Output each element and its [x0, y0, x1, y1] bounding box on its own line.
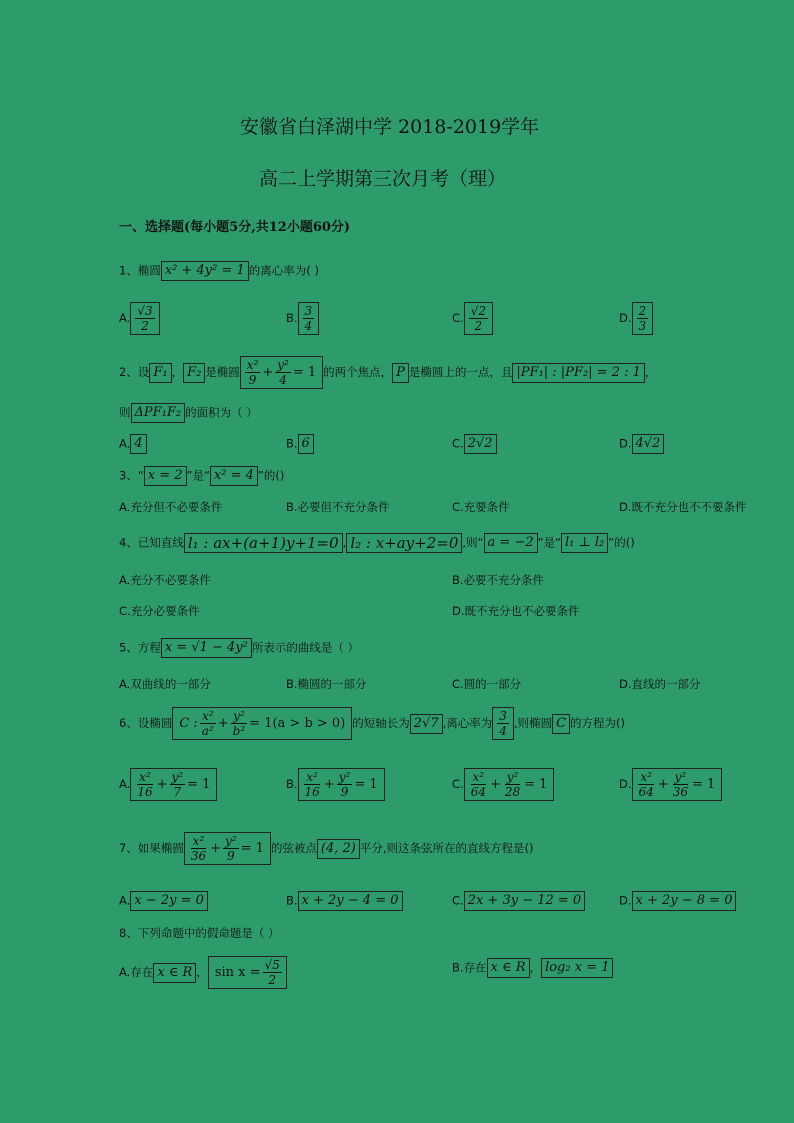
option-label: D.: [619, 677, 632, 691]
q1-prefix: 1、椭圆: [119, 263, 161, 278]
question-3-stem: [119, 466, 284, 486]
option-value: 2x + 3y − 12 = 0: [464, 891, 586, 911]
option-label: B.: [286, 436, 298, 451]
q8-b-eq: log₂ x = 1: [541, 958, 613, 978]
option-value: x − 2y = 0: [130, 891, 208, 911]
exam-title-line2: 高二上学期第三次月考（理）: [259, 168, 507, 190]
rhs: = 1: [691, 777, 716, 792]
question-4-stem: [119, 533, 635, 553]
frac-den: 28: [504, 785, 521, 799]
frac-den: 4: [499, 724, 507, 738]
q6-option-b: B. $\frac{\text{x²}}{16}$ + $\frac{\text{y²}}{9}$ = 1: [286, 768, 385, 801]
q6-ellipse: C : $\frac{\text{x²}}{\text{a²}}$ + $\frac{\text{y²}}{\text{b²}}$ = 1(a > b > 0): [172, 707, 352, 740]
q4-cond: a = −2: [484, 533, 538, 553]
option-label: A.: [119, 573, 131, 587]
frac-num: x²: [640, 770, 652, 784]
frac-num: y²: [674, 770, 687, 784]
q7-option-c: [452, 891, 585, 911]
option-text: 充分但不必要条件: [130, 500, 223, 514]
option-label: C.: [119, 604, 131, 618]
frac-den: 9: [248, 373, 257, 387]
q3-option-a: [119, 499, 222, 515]
option-label: B.: [286, 311, 298, 325]
frac-num: √3: [137, 304, 153, 318]
frac-den: 7: [173, 785, 182, 799]
q2-option-c: [452, 434, 497, 454]
q4-perp: l₁ ⊥ l₂: [561, 533, 608, 553]
frac-den: 4: [304, 319, 313, 333]
frac-num: y²: [225, 834, 237, 848]
q6-mid3: ,则椭圆: [513, 716, 553, 730]
q8-a-lhs: sin x =: [214, 965, 261, 980]
q8-a-formula: [208, 956, 287, 989]
q1-suffix: 的离心率为( ): [248, 263, 319, 278]
frac-num: y²: [277, 358, 289, 372]
q6-prefix: 6、设椭圆: [119, 716, 173, 730]
option-label: A.: [119, 500, 131, 514]
q3-option-c: [452, 499, 510, 515]
q4-line-l2: l₂ : x+ay+2=0: [346, 533, 462, 553]
option-text: 充分必要条件: [130, 604, 200, 618]
question-5-stem: [119, 638, 359, 658]
frac-den: 2: [474, 319, 483, 333]
q2-prefix: 2、设: [119, 365, 150, 379]
option-label: C.: [452, 677, 464, 691]
q2-option-a: [119, 434, 147, 454]
frac-num: √5: [264, 958, 280, 972]
q2-option-d: [619, 434, 664, 454]
frac-den: b²: [232, 724, 246, 738]
q3-option-b: [286, 499, 390, 515]
q4-line-l1: l₁ : ax+(a+1)y+1=0: [184, 533, 343, 553]
q2-end: ，: [644, 365, 657, 379]
q2-triangle: ΔPF₁F₂: [131, 403, 186, 423]
option-label: B.存在: [452, 960, 487, 975]
frac-den: 16: [304, 785, 320, 799]
frac-den: 2: [141, 319, 149, 333]
q1-option-b: [286, 302, 319, 335]
frac-num: x²: [246, 358, 259, 372]
q2-option-b: [286, 434, 314, 454]
option-label: A.: [119, 893, 131, 908]
rhs: = 1: [524, 777, 548, 792]
q1-formula: x² + 4y² = 1: [161, 261, 249, 281]
frac-den: a²: [201, 724, 214, 738]
q7-prefix: 7、如果椭圆: [119, 841, 184, 855]
q3-mid: ”是“: [186, 468, 210, 483]
q6-mid2: ,离心率为: [442, 716, 493, 730]
q7-mid: 的弦被点: [270, 841, 317, 855]
option-text: 椭圆的一部分: [297, 677, 367, 691]
option-value: 4: [130, 434, 146, 454]
option-label: B.: [452, 573, 464, 587]
option-label: D.: [619, 311, 632, 325]
q7-option-a: [119, 891, 208, 911]
q8-b-comma: ，: [529, 960, 542, 975]
q2-comma: ，: [171, 365, 184, 379]
section-heading: 一、选择题(每小题5分,共12小题60分): [119, 220, 351, 235]
option-label: D.: [619, 893, 632, 908]
option-value: 4√2: [632, 434, 665, 454]
q4-option-c: [119, 603, 200, 619]
q8-a-comma: ，: [196, 965, 208, 979]
option-value: x + 2y − 4 = 0: [298, 891, 403, 911]
q6-c: C :: [179, 715, 198, 731]
q6-eccentricity: [492, 707, 514, 740]
q2-point-p: P: [392, 363, 409, 383]
option-value: 6: [298, 434, 314, 454]
q5-option-c: [452, 676, 521, 692]
q7-suffix: 平分,则这条弦所在的直线方程是(): [359, 841, 534, 855]
option-label: B.: [286, 500, 298, 514]
frac-den: 64: [638, 785, 654, 799]
q7-rhs: = 1: [240, 840, 264, 856]
q4-prefix: 4、已知直线: [119, 535, 184, 550]
q5-formula: x = √1 − 4y²: [161, 638, 252, 658]
q4-suffix: ”的(): [608, 535, 635, 550]
q5-option-d: [619, 676, 701, 692]
q2-f1: F₁: [149, 363, 171, 383]
option-value: x + 2y − 8 = 0: [632, 891, 737, 911]
q6-rhs: = 1(a > b > 0): [249, 715, 346, 731]
question-6-stem: [119, 707, 625, 740]
frac-num: x²: [192, 834, 205, 848]
q1-option-c: [452, 302, 493, 335]
option-label: C.: [452, 893, 464, 908]
option-text: 圆的一部分: [463, 677, 522, 691]
option-label: B.: [286, 677, 298, 691]
option-label: C.: [452, 777, 464, 791]
option-label: A.存在: [119, 965, 154, 979]
q7-option-d: [619, 891, 736, 911]
option-value: 2√2: [464, 434, 497, 454]
q5-option-b: [286, 676, 367, 692]
q6-option-a: A. $\frac{\text{x²}}{16}$ + $\frac{\text{y²}}{7}$ = 1: [119, 768, 217, 801]
option-label: D.: [452, 604, 465, 618]
q2-mid1: 是椭圆: [205, 365, 240, 379]
option-text: 双曲线的一部分: [130, 677, 211, 691]
frac-num: √2: [470, 304, 486, 318]
q2-ratio: |PF₁| : |PF₂| = 2 : 1: [512, 363, 644, 383]
question-2-line2: [119, 403, 258, 423]
q8-option-a: [119, 956, 287, 989]
q7-option-b: [286, 891, 403, 911]
option-label: B.: [286, 893, 298, 908]
frac-num: y²: [233, 709, 245, 723]
q7-point: (4, 2): [317, 839, 360, 859]
option-label: C.: [452, 436, 464, 451]
q6-cname: C: [552, 714, 570, 734]
q6-mid1: 的短轴长为: [352, 716, 410, 730]
q4-mid1: ,则“: [462, 535, 484, 550]
option-text: 充分不必要条件: [130, 573, 211, 587]
frac-num: y²: [338, 770, 351, 784]
q3-cond-b: x² = 4: [210, 466, 258, 486]
q4-option-b: [452, 572, 544, 588]
q8-option-b: [452, 958, 613, 978]
q3-prefix: 3、“: [119, 468, 144, 483]
option-label: A.: [119, 677, 131, 691]
question-7-stem: [119, 832, 534, 865]
q5-prefix: 5、方程: [119, 640, 161, 655]
q5-suffix: 所表示的曲线是（ ）: [251, 640, 360, 655]
frac-num: y²: [171, 770, 184, 784]
option-text: 既不充分也不不要条件: [631, 500, 747, 514]
frac-den: 3: [638, 319, 647, 333]
option-text: 充要条件: [463, 500, 510, 514]
option-label: B.: [286, 777, 298, 791]
q4-mid2: ”是“: [537, 535, 562, 550]
q2-line2-prefix: 则: [119, 405, 131, 420]
q6-option-c: C. $\frac{\text{x²}}{64}$ + $\frac{\text{y²}}{28}$ = 1: [452, 768, 554, 801]
q4-option-a: [119, 572, 211, 588]
frac-num: 3: [499, 709, 507, 723]
option-label: C.: [452, 311, 464, 325]
frac-den: 4: [279, 373, 287, 387]
q2-line2-suffix: 的面积为（ ）: [185, 405, 258, 420]
option-label: A.: [119, 777, 131, 791]
frac-den: 36: [672, 785, 688, 799]
frac-den: 9: [340, 785, 349, 799]
frac-den: 64: [470, 785, 486, 799]
q2-mid3: 是椭圆上的一点，且: [408, 365, 513, 379]
q1-option-d: [619, 302, 653, 335]
q2-rhs: = 1: [292, 364, 317, 380]
frac-num: x²: [139, 770, 151, 784]
frac-den: 2: [268, 973, 276, 987]
rhs: = 1: [354, 777, 378, 792]
q8-b-set: x ∈ R: [487, 958, 530, 978]
option-text: 必要但不充分条件: [297, 500, 390, 514]
option-text: 既不充分也不必要条件: [464, 604, 580, 618]
option-label: D.: [619, 777, 632, 791]
frac-num: y²: [506, 770, 519, 784]
q3-suffix: ”的(): [257, 468, 285, 483]
option-text: 必要不充分条件: [463, 573, 545, 587]
exam-title-line1: 安徽省白泽湖中学 2018-2019学年: [240, 116, 540, 138]
option-label: D.: [619, 500, 632, 514]
q6-axis: 2√7: [410, 714, 443, 734]
frac-den: 36: [190, 849, 207, 863]
q8-a-set: x ∈ R: [153, 963, 196, 983]
frac-num: x²: [201, 709, 214, 723]
q4-comma: ,: [342, 535, 347, 550]
q2-ellipse: $\frac{\text{x²}}{9}$ + $\frac{\text{y²}}{4}$ = 1: [240, 356, 323, 389]
option-label: A.: [119, 436, 131, 451]
frac-num: 2: [638, 304, 647, 318]
option-text: 直线的一部分: [631, 677, 701, 691]
question-2-stem: [119, 356, 656, 389]
q7-ellipse: $\frac{\text{x²}}{36}$ + $\frac{\text{y²}}{9}$ = 1: [184, 832, 271, 865]
q5-option-a: [119, 676, 211, 692]
rhs: = 1: [187, 777, 211, 792]
q2-f2: F₂: [183, 363, 205, 383]
option-label: D.: [619, 436, 632, 451]
question-8-stem: 8、下列命题中的假命题是（ ）: [119, 926, 280, 940]
option-label: A.: [119, 311, 131, 325]
option-label: C.: [452, 500, 464, 514]
frac-den: 16: [137, 785, 153, 799]
q6-suffix: 的方程为(): [570, 716, 625, 730]
q3-option-d: [619, 499, 747, 515]
q6-option-d: D. $\frac{\text{x²}}{64}$ + $\frac{\text{y²}}{36}$ = 1: [619, 768, 722, 801]
q1-option-a: [119, 302, 160, 335]
q3-cond-a: x = 2: [144, 466, 187, 486]
frac-den: 9: [226, 849, 235, 863]
frac-num: 3: [304, 304, 313, 318]
q4-option-d: [452, 603, 580, 619]
question-1-stem: [119, 261, 319, 281]
q2-mid2: 的两个焦点，: [323, 365, 393, 379]
frac-num: x²: [306, 770, 318, 784]
frac-num: x²: [472, 770, 485, 784]
